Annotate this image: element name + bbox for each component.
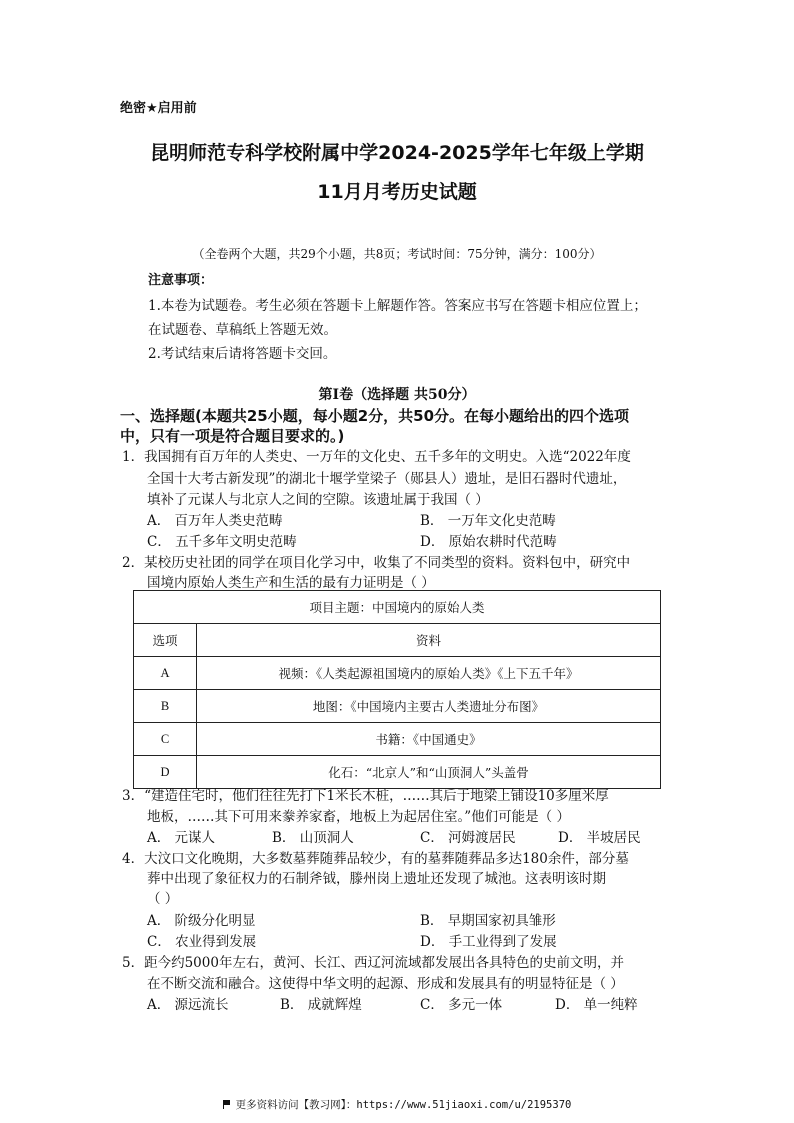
q3-option-d: D． 半坡居民 [558, 830, 641, 846]
exam-info: （全卷两个大题，共29个小题，共8页；考试时间：75分钟，满分：100分） [192, 247, 602, 261]
notice-item1-line1: 1.本卷为试题卷。考生必须在答题卡上解题作答。答案应书写在答题卡相应位置上； [148, 298, 647, 314]
page-title-line2: 11月月考历史试题 [317, 181, 477, 203]
table-header-option: 选项 [134, 624, 197, 657]
q4-line1: 4．大汶口文化晚期，大多数墓葬随葬品较少，有的墓葬随葬品多达180余件，部分墓 [122, 851, 629, 867]
q5-option-a: A． 源远流长 [147, 997, 229, 1013]
section-title: 第Ⅰ卷（选择题 共50分） [318, 387, 476, 403]
table-cell-option: B [134, 690, 197, 723]
q5-option-c: C． 多元一体 [420, 997, 503, 1013]
secret-label: 绝密★启用前 [120, 101, 197, 116]
q2-line2: 国境内原始人类生产和生活的最有力证明是（ ） [147, 575, 435, 591]
footer-link[interactable]: 更多资料访问【教习网】：https://www.51jiaoxi.com/u/2195370 [235, 1099, 572, 1111]
table-cell-material: 化石：“北京人”和“山顶洞人”头盖骨 [197, 756, 661, 789]
table-header-material: 资料 [197, 624, 661, 657]
table-cell-material: 书籍：《中国通史》 [197, 723, 661, 756]
q3-line2: 地板，……其下可用来豢养家畜，地板上为起居住室。”他们可能是（ ） [147, 809, 570, 825]
q3-option-c: C． 河姆渡居民 [420, 830, 516, 846]
table-cell-option: A [134, 657, 197, 690]
table-row [134, 690, 661, 723]
q1-option-c: C． 五千多年文明史范畴 [147, 534, 297, 550]
q4-line3: （ ） [147, 891, 179, 907]
q5-option-d: D． 单一纯粹 [555, 997, 638, 1013]
table-header-row [134, 624, 661, 657]
source-table [133, 590, 661, 789]
notice-item2: 2.考试结束后请将答题卡交回。 [148, 346, 337, 362]
table-cell-material: 视频：《人类起源祖国境内的原始人类》《上下五千年》 [197, 657, 661, 690]
table-topic: 项目主题：中国境内的原始人类 [134, 591, 661, 624]
q1-line3: 填补了元谋人与北京人之间的空隙。该遗址属于我国（ ） [147, 492, 489, 508]
q3-line1: 3．“建造住宅时，他们往往先打下1米长木桩，……其后于地梁上铺设10多厘米厚 [122, 788, 609, 804]
table-topic-row [134, 591, 661, 624]
q5-line1: 5．距今约5000年左右，黄河、长江、西辽河流域都发展出各具特色的史前文明，并 [122, 955, 624, 971]
part-heading-line2: 中，只有一项是符合题目要求的。) [120, 427, 345, 445]
q3-option-b: B． 山顶洞人 [272, 830, 354, 846]
q4-option-b: B． 早期国家初具雏形 [420, 913, 556, 929]
flag-icon [223, 1100, 232, 1109]
table-cell-material: 地图：《中国境内主要古人类遗址分布图》 [197, 690, 661, 723]
q2-line1: 2．某校历史社团的同学在项目化学习中，收集了不同类型的资料。资料包中，研究中 [122, 555, 631, 571]
part-heading-line1: 一、选择题(本题共25小题，每小题2分，共50分。在每小题给出的四个选项 [120, 407, 630, 425]
q4-line2: 葬中出现了象征权力的石制斧钺，滕州岗上遗址还发现了城池。这表明该时期 [147, 871, 606, 887]
q4-option-a: A． 阶级分化明显 [147, 913, 256, 929]
q5-line2: 在不断交流和融合。这使得中华文明的起源、形成和发展具有的明显特征是（ ） [147, 976, 624, 992]
q1-line2: 全国十大考古新发现”的湖北十堰学堂梁子（郧县人）遗址，是旧石器时代遗址， [147, 471, 627, 487]
q4-option-d: D． 手工业得到了发展 [420, 934, 557, 950]
notice-item1-line2: 在试题卷、草稿纸上答题无效。 [148, 322, 337, 338]
notice-heading: 注意事项： [148, 273, 214, 288]
q4-option-c: C． 农业得到发展 [147, 934, 257, 950]
footer [0, 1097, 794, 1112]
table-row [134, 723, 661, 756]
q5-option-b: B． 成就辉煌 [280, 997, 362, 1013]
q1-line1: 1．我国拥有百万年的人类史、一万年的文化史、五千多年的文明史。入选“2022年度 [122, 449, 631, 465]
q3-option-a: A． 元谋人 [147, 830, 216, 846]
q1-option-d: D． 原始农耕时代范畴 [420, 534, 557, 550]
q1-option-a: A． 百万年人类史范畴 [147, 513, 283, 529]
page-title-line1: 昆明师范专科学校附属中学2024-2025学年七年级上学期 [150, 142, 644, 164]
table-cell-option: D [134, 756, 197, 789]
table-row [134, 657, 661, 690]
q1-option-b: B． 一万年文化史范畴 [420, 513, 556, 529]
table-cell-option: C [134, 723, 197, 756]
